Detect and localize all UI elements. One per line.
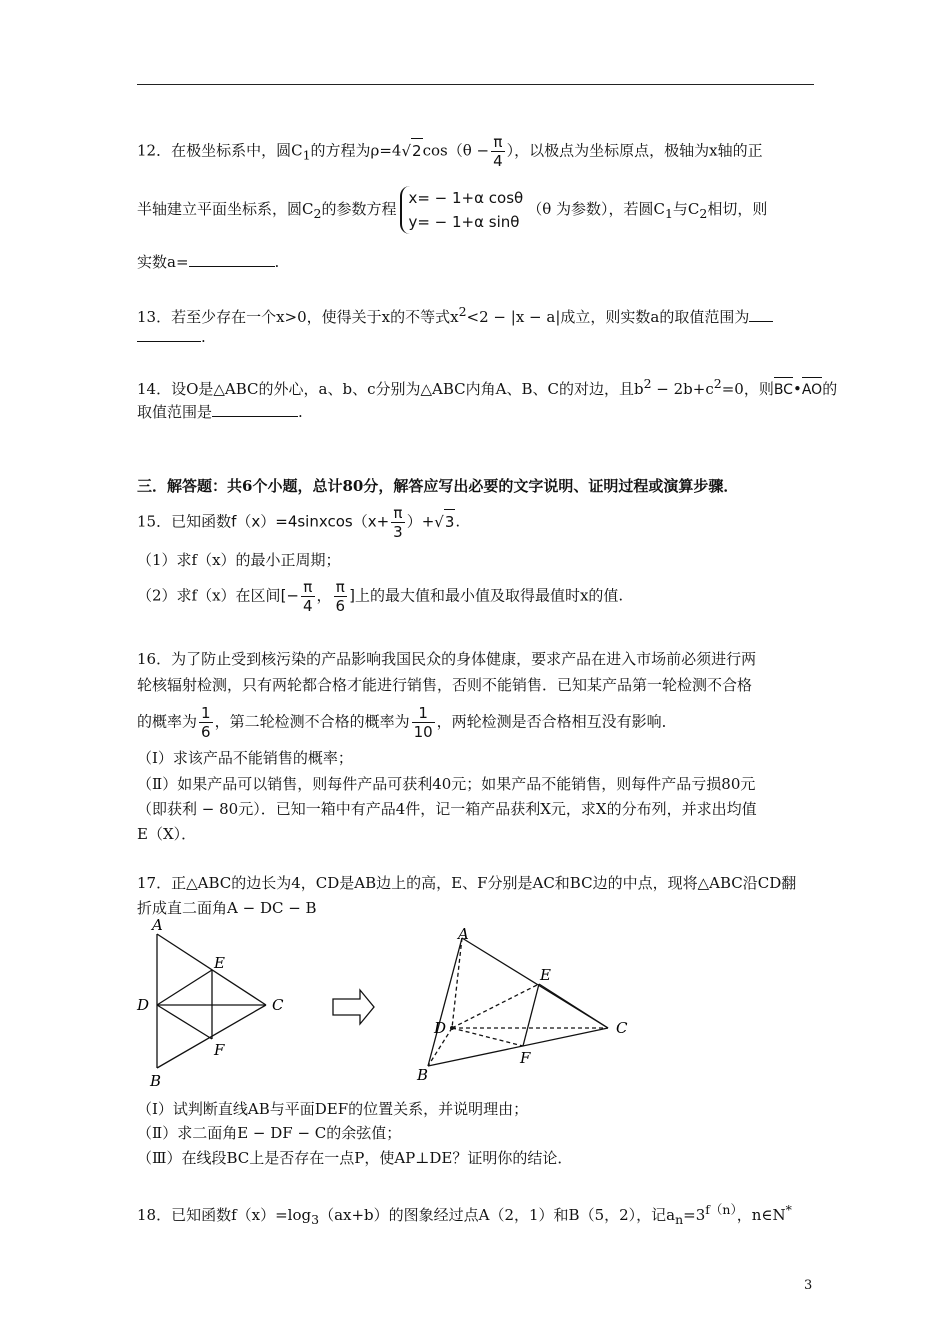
- label-C-fold: C: [616, 1019, 628, 1037]
- q17-part1: （Ⅰ）试判断直线AB与平面DEF的位置关系，并说明理由；: [137, 1100, 529, 1118]
- q16-line1: 16．为了防止受到核污染的产品影响我国民众的身体健康，要求产品在进入市场前必须进行两: [137, 650, 757, 668]
- q17-part2: （Ⅱ）求二面角E − DF − C的余弦值；: [137, 1124, 402, 1142]
- label-B-flat: B: [150, 1072, 162, 1090]
- label-E-fold: E: [540, 966, 551, 984]
- q17-line1: 17．正△ABC的边长为4，CD是AB边上的高，E、F分别是AC和BC边的中点，现将△ABC沿CD翻: [137, 874, 797, 892]
- q16-part2-line2: （即获利 − 80元）．已知一箱中有产品4件，记一箱产品获利X元，求X的分布列，并求出均值: [137, 800, 757, 818]
- q18-line1: 18．已知函数$f(x)=\log_3(ax+b)$的图象经过点A（2，1）和B（5，2），记$a_n=3^{f(n)}$，n∈N*: [137, 1202, 792, 1227]
- header-rule: [137, 84, 814, 85]
- q16-line3: 的概率为 $\frac{1}{6}$ ，第二轮检测不合格的概率为 $\frac{1}{10}$ ，两轮检测是否合格相互没有影响．: [137, 704, 677, 741]
- answer-blank: [189, 252, 275, 267]
- vector-bc: BC: [774, 378, 793, 402]
- answer-blank: [137, 327, 201, 342]
- q12-line2: 半轴建立平面坐标系，圆$C_2$的参数方程 x= − 1+α cosθ y= − 1+α sinθ （θ 为参数），若圆$C_1$与$C_2$相切，则: [137, 186, 817, 234]
- answer-blank: [212, 402, 298, 417]
- arrow-icon: [333, 990, 374, 1024]
- q13-line2: .: [137, 325, 817, 349]
- q17-figure: [130, 918, 650, 1098]
- label-A-fold: A: [458, 925, 469, 943]
- q16-line2: 轮核辐射检测，只有两轮都合格才能进行销售，否则不能销售．已知某产品第一轮检测不合格: [137, 676, 753, 694]
- label-A-flat: A: [152, 918, 163, 934]
- label-D-flat: D: [137, 996, 150, 1014]
- q16-part2-line3: E（X）．: [137, 825, 197, 843]
- folded-solid: [428, 938, 608, 1066]
- label-E-flat: E: [214, 954, 225, 972]
- q17-line2: 折成直二面角A − DC − B: [137, 899, 317, 917]
- page-number: 3: [804, 1278, 813, 1293]
- q16-part1: （Ⅰ）求该产品不能销售的概率；: [137, 749, 353, 767]
- flat-triangle: [157, 934, 266, 1068]
- q15-part2: （2）求f（x）在区间[− $\frac{\pi}{4}$ ， $\frac{\pi}{6}$ ]上的最大值和最小值及取得最值时x的值.: [137, 578, 624, 615]
- section-3-heading: 三．解答题：共6个小题，总计80分，解答应写出必要的文字说明、证明过程或演算步骤．: [137, 477, 739, 495]
- q12-line3: 实数a= .: [137, 253, 280, 271]
- label-F-fold: F: [520, 1049, 531, 1067]
- q13-line1: 13．若至少存在一个x>0，使得关于x的不等式$x^2<2 - |x - a|$成立，则实数a的取值范围为: [137, 300, 817, 329]
- answer-blank: [749, 307, 773, 322]
- label-C-flat: C: [272, 996, 284, 1014]
- q14-line2: 取值范围是 .: [137, 403, 303, 421]
- label-D-fold: D: [434, 1019, 447, 1037]
- q17-part3: （Ⅲ）在线段BC上是否存在一点P，使AP⊥DE？证明你的结论．: [137, 1149, 573, 1167]
- label-F-flat: F: [214, 1041, 225, 1059]
- vector-ao: AO: [802, 378, 822, 402]
- parametric-system: x= − 1+α cosθ y= − 1+α sinθ: [400, 186, 523, 234]
- q15-line1: 15．已知函数f（x）=4sinxcos（x+ $\frac{\pi}{3}$ ）+√3.: [137, 504, 461, 541]
- q15-part1: （1）求f（x）的最小正周期；: [137, 551, 341, 569]
- label-B-fold: B: [417, 1066, 429, 1084]
- q12-line1: 12．在极坐标系中，圆$C_1$的方程为ρ=4√2cos（θ − $\frac{\pi}{4}$ ），以极点为坐标原点，极轴为x轴的正: [137, 133, 763, 170]
- q14-line1: 14．设O是△ABC的外心，a、b、c分别为△ABC内角A、B、C的对边，且$b^2 - 2b+c^2=0$，则BC•AO的: [137, 372, 817, 402]
- q16-part2-line1: （Ⅱ）如果产品可以销售，则每件产品可获利40元；如果产品不能销售，则每件产品亏损80元: [137, 775, 756, 793]
